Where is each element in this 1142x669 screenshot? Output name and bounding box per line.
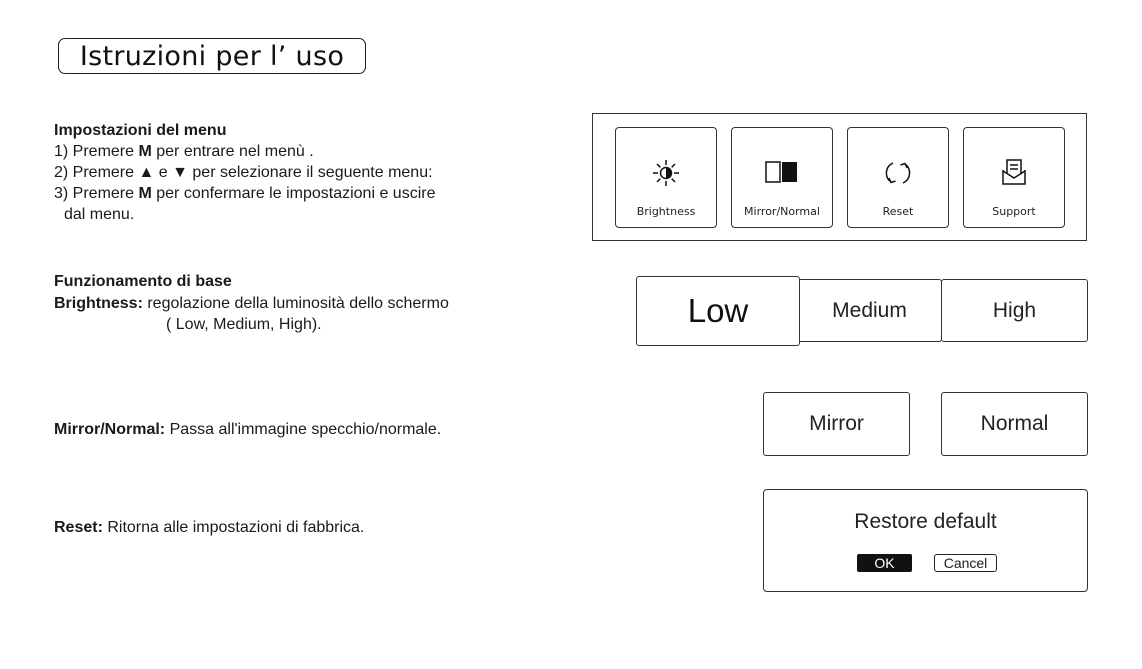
restore-default-dialog: [763, 489, 1088, 592]
brightness-high-button[interactable]: High: [941, 279, 1088, 342]
reset-icon: [848, 156, 948, 190]
step-3-prefix: 3) Premere: [54, 185, 139, 202]
brightness-icon: [616, 156, 716, 190]
menu-tile-support[interactable]: [963, 127, 1065, 228]
step-3-suffix: per confermare le impostazioni e uscire: [151, 185, 436, 202]
basic-operation-heading: Funzionamento di base: [54, 273, 232, 290]
down-arrow-icon: ▼: [172, 164, 188, 181]
support-icon: [964, 156, 1064, 190]
step-3: [54, 184, 435, 204]
reset-desc: Ritorna alle impostazioni di fabbrica.: [102, 519, 365, 536]
brightness-label: Brightness:: [54, 295, 143, 312]
ok-button[interactable]: OK: [857, 554, 912, 572]
mirror-description: [54, 420, 441, 440]
menu-tile-reset[interactable]: [847, 127, 949, 228]
menu-tile-label: Brightness: [636, 205, 696, 218]
step-2-suffix: per selezionare il seguente menu:: [187, 164, 433, 181]
mirror-label: Mirror/Normal:: [54, 421, 166, 438]
cancel-button[interactable]: Cancel: [934, 554, 997, 572]
brightness-desc: regolazione della luminosità dello schermo: [142, 295, 449, 312]
step-3-key: M: [138, 185, 152, 202]
step-2-middle: e: [154, 164, 173, 181]
step-1-prefix: 1) Premere: [54, 143, 139, 160]
dialog-title: Restore default: [854, 510, 997, 533]
brightness-options-text: ( Low, Medium, High).: [166, 316, 322, 333]
step-1-key: M: [138, 143, 152, 160]
brightness-description: [54, 294, 449, 314]
menu-tile-label: Mirror/Normal: [744, 205, 820, 218]
title-box: [58, 38, 366, 74]
step-1-suffix: per entrare nel menù .: [151, 143, 314, 160]
step-2-prefix: 2) Premere: [54, 164, 139, 181]
menu-settings-heading: Impostazioni del menu: [54, 122, 227, 139]
step-2: [54, 163, 433, 183]
menu-tile-brightness[interactable]: [615, 127, 717, 228]
page-title: Istruzioni per l’ uso: [79, 40, 345, 72]
reset-description: [54, 518, 364, 538]
step-1: [54, 142, 314, 162]
up-arrow-icon: ▲: [138, 164, 155, 181]
reset-label: Reset:: [54, 519, 103, 536]
mirror-desc: Passa all'immagine specchio/normale.: [165, 421, 442, 438]
menu-tile-label: Reset: [882, 205, 914, 218]
menu-tile-label: Support: [992, 205, 1036, 218]
brightness-medium-button[interactable]: Medium: [797, 279, 942, 342]
normal-button[interactable]: Normal: [941, 392, 1088, 456]
step-3-line-2: dal menu.: [64, 206, 135, 223]
menu-tile-mirror-normal[interactable]: [731, 127, 833, 228]
brightness-low-button[interactable]: Low: [636, 276, 800, 346]
osd-menu-panel: [592, 113, 1087, 241]
mirror-icon: [732, 156, 832, 190]
mirror-button[interactable]: Mirror: [763, 392, 910, 456]
